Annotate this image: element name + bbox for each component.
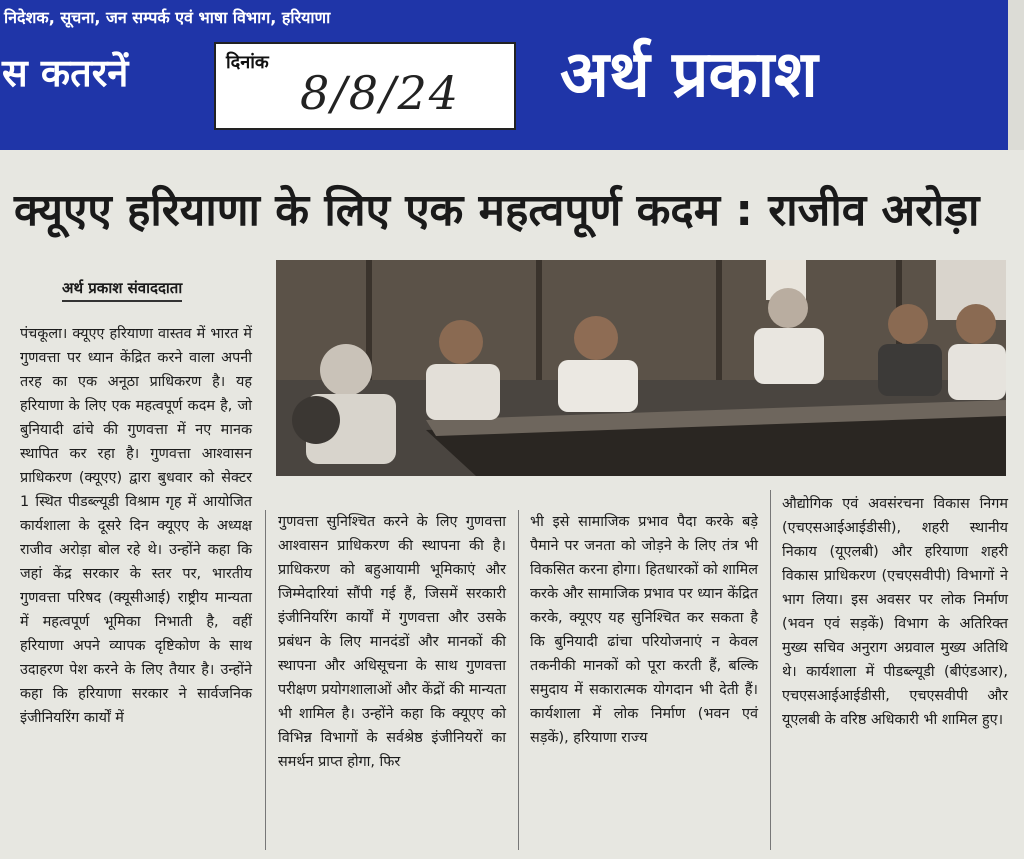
column-divider [770, 490, 771, 850]
meeting-photo [276, 260, 1006, 476]
article-column-3: भी इसे सामाजिक प्रभाव पैदा करके बड़े पैमाने पर जनता को जोड़ने के लिए तंत्र भी विकसित करना होगा। हितधारकों को शामिल करके और सामाजिक प्रभाव पर ध्यान केंद्रित करके, क्यूएए यह सुनिश्चित कर सकता है कि बुनियादी ढांचा परियोजनाएं न केवल तकनीकी मानकों को पूरा करती हैं, बल्कि समुदाय में सकारात्मक योगदान भी देती हैं। कार्यशाला में लोक निर्माण (भवन एवं सड़कें), हरियाणा राज्य [530, 514, 758, 746]
newspaper-name: अर्थ प्रकाश [560, 38, 818, 112]
article-column-4: औद्योगिक एवं अवसंरचना विकास निगम (एचएसआईआईडीसी), शहरी स्थानीय निकाय (यूएलबी) और हरियाणा शहरी विकास प्राधिकरण (एचएसवीपी) विभागों ने भाग लिया। इस अवसर पर लोक निर्माण (भवन एवं सड़कें) विभाग के अतिरिक्त मुख्य सचिव अनुराग अग्रवाल मुख्य अतिथि थे। कार्यशाला में पीडब्ल्यूडी (बीएंडआर), एचएसआईआईडीसी, एचएसवीपी और यूएलबी के वरिष्ठ अधिकारी भी शामिल हुए। [782, 496, 1008, 728]
newspaper-clipping [0, 150, 1024, 859]
meeting-photo-illustration [276, 260, 1006, 476]
article-column-2: गुणवत्ता सुनिश्चित करने के लिए गुणवत्ता आश्वासन प्राधिकरण की स्थापना की है। प्राधिकरण को बहुआयामी भूमिकाएं और जिम्मेदारियां सौंपी गई हैं, जिसमें सरकारी इंजीनियरिंग कार्यों में गुणवत्ता और उसके प्रबंधन के लिए मानदंडों और मानकों की स्थापना और अधिसूचना के साथ गुणवत्ता परीक्षण प्रयोगशालाओं और केंद्रों की मान्यता भी शामिल है। उन्होंने कहा कि क्यूएए को विभिन्न विभागों के सर्वश्रेष्ठ इंजीनियरों का समर्थन प्राप्त होगा, फिर [278, 514, 506, 770]
article-column-1: पंचकूला। क्यूएए हरियाणा वास्तव में भारत में गुणवत्ता पर ध्यान केंद्रित करने वाला अपनी तरह का एक अनूठा प्राधिकरण है। यह हरियाणा के लिए एक महत्वपूर्ण कदम है, जो बुनियादी ढांचे की गुणवत्ता में नए मानक स्थापित कर रहा है। गुणवत्ता आश्वासन प्राधिकरण (क्यूएए) द्वारा बुधवार को सेक्टर 1 स्थित पीडब्ल्यूडी विश्राम गृह में आयोजित कार्यशाला के दूसरे दिन क्यूएए के अध्यक्ष राजीव अरोड़ा बोल रहे थे। उन्होंने कहा कि जहां केंद्र सरकार के स्तर पर, भारतीय गुणवत्ता परिषद (क्यूसीआई) राष्ट्रीय मान्यता में महत्वपूर्ण भूमिका निभाती है, वहीं हरियाणा अपने व्यापक दृष्टिकोण के साथ उदाहरण पेश करने के लिए तैयार है। उन्होंने कहा कि हरियाणा सरकार ने सार्वजनिक इंजीनियरिंग कार्यों में [20, 326, 252, 726]
date-label: दिनांक [226, 52, 269, 73]
column-divider [265, 510, 266, 850]
clipping-header [0, 0, 1008, 150]
date-box [214, 42, 516, 130]
article-headline: क्यूएए हरियाणा के लिए एक महत्वपूर्ण कदम : राजीव अरोड़ा [14, 185, 980, 236]
column-divider [518, 510, 519, 850]
clippings-label: स कतरनें [2, 51, 129, 95]
department-name: निदेशक, सूचना, जन सम्पर्क एवं भाषा विभाग, हरियाणा [4, 8, 331, 27]
date-value: 8/8/24 [300, 66, 461, 120]
article-byline: अर्थ प्रकाश संवाददाता [62, 278, 182, 302]
